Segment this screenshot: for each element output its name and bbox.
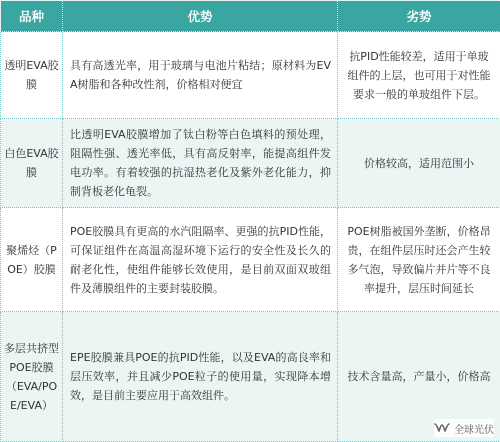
wechat-channel-icon bbox=[434, 419, 450, 438]
watermark bbox=[434, 419, 494, 437]
variety-cell: 白色EVA胶膜 bbox=[1, 119, 63, 208]
disadvantages-cell: POE树脂被国外垄断，价格昂贵，在组件层压时还会产生较多气泡，导致偏片并片等不良率提升，层压时间延长 bbox=[338, 208, 500, 312]
header-variety: 品种 bbox=[1, 1, 63, 32]
disadvantages-cell: 价格较高，适用范围小 bbox=[338, 119, 500, 208]
variety-cell: 聚烯烃（POE）胶膜 bbox=[1, 208, 63, 312]
table-row bbox=[1, 32, 500, 119]
watermark-text: 全球光伏 bbox=[454, 421, 494, 436]
variety-cell: 透明EVA胶膜 bbox=[1, 32, 63, 119]
table-row bbox=[1, 119, 500, 208]
advantages-cell: EPE胶膜兼具POE的抗PID性能，以及EVA的高良率和层压效率，并且减少POE粒子的使用量，实现降本增效，是目前主要应用于高效组件。 bbox=[63, 312, 338, 442]
variety-cell: 多层共挤型POE胶膜（EVA/POE/EVA） bbox=[1, 312, 63, 442]
header-disadvantages: 劣势 bbox=[338, 1, 500, 32]
advantages-cell: 具有高透光率，用于玻璃与电池片粘结；原材料为EVA树脂和各种改性剂，价格相对便宜 bbox=[63, 32, 338, 119]
table-row bbox=[1, 312, 500, 442]
advantages-cell: POE胶膜具有更高的水汽阻隔率、更强的抗PID性能，可保证组件在高温高湿环境下运行的安全性及长久的耐老化性，使组件能够长效使用，是目前双面双玻组件及薄膜组件的主要封装胶膜。 bbox=[63, 208, 338, 312]
table-header-row bbox=[1, 1, 500, 32]
header-advantages: 优势 bbox=[63, 1, 338, 32]
table-row bbox=[1, 208, 500, 312]
disadvantages-cell: 技术含量高，产量小，价格高 bbox=[338, 312, 500, 442]
disadvantages-cell: 抗PID性能较差，适用于单玻组件的上层，也可用于对性能要求一般的单玻组件下层。 bbox=[338, 32, 500, 119]
advantages-cell: 比透明EVA胶膜增加了钛白粉等白色填料的预处理，阻隔性强、透光率低，具有高反射率，能提高组件发电功率。有着较强的抗湿热老化及紫外老化能力，抑制背板老化龟裂。 bbox=[63, 119, 338, 208]
